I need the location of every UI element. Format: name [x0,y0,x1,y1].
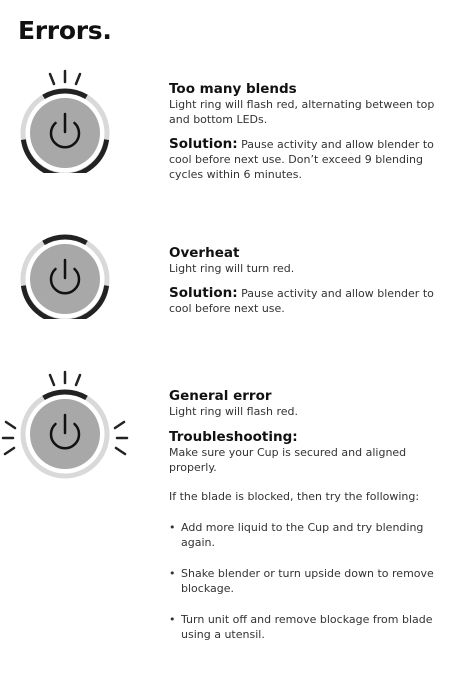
error-general [169,388,451,642]
solution [169,137,451,182]
power-icon [10,209,120,319]
error-description: Light ring will flash red. [169,405,299,418]
error-overheat [169,245,451,316]
list-item: • Add more liquid to the Cup and try blending again. [169,520,451,550]
list-item: • Shake blender or turn upside down to remove blockage. [169,566,451,596]
error-too-many-blends [169,81,451,182]
solution-label: Solution: [169,285,238,301]
error-heading: Too many blends [169,81,297,97]
solution [169,286,451,316]
power-icon [0,364,130,484]
solution-label: Solution: [169,136,238,152]
solution-text: Pause activity and allow blender to cool before next use. [169,287,434,315]
steps-list [169,520,451,642]
error-heading: General error [169,388,272,404]
solution-text: Pause activity and allow blender to cool before next use. Don’t exceed 9 blending cycles within 6 minutes. [169,138,434,181]
error-description: Light ring will flash red, alternating between top and bottom LEDs. [169,98,435,126]
power-icon [10,63,120,173]
blocked-intro: If the blade is blocked, then try the following: [169,490,420,503]
list-item: • Turn unit off and remove blockage from blade using a utensil. [169,612,451,642]
troubleshooting-label: Troubleshooting: [169,429,298,445]
error-description: Light ring will turn red. [169,262,295,275]
error-heading: Overheat [169,245,240,261]
troubleshooting-text: Make sure your Cup is secured and aligned properly. [169,446,407,474]
page-title: Errors. [18,16,112,45]
